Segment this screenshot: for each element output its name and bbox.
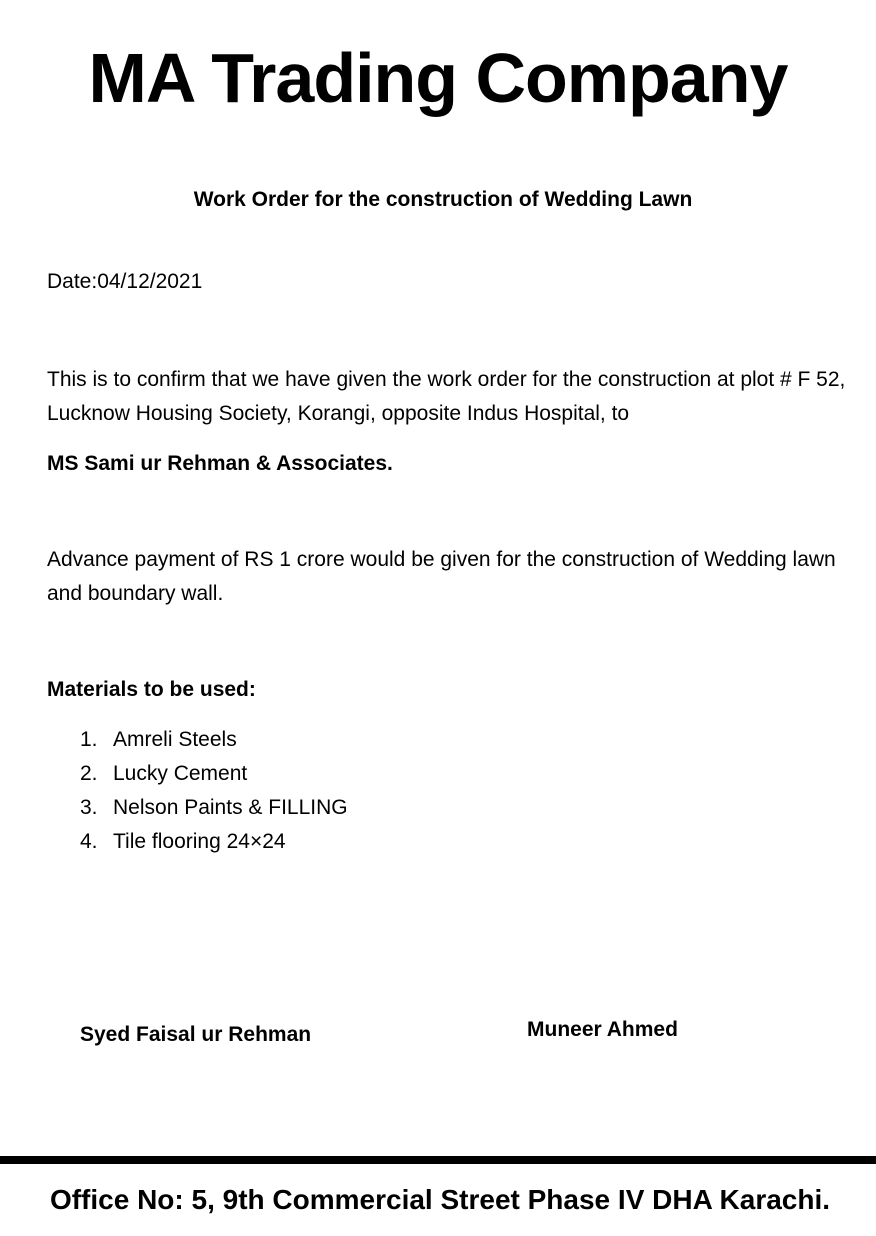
- confirmation-paragraph: This is to confirm that we have given the work order for the construction at plot # F 52, Lucknow Housing Society, Korangi, opposite Indus Hospital, to: [47, 368, 846, 425]
- list-item-number: 1.: [80, 728, 98, 751]
- list-item: [80, 723, 348, 757]
- document-title: Work Order for the construction of Wedding Lawn: [193, 188, 693, 211]
- list-item-number: 3.: [80, 796, 98, 819]
- materials-list: [80, 723, 348, 859]
- list-item: [80, 791, 348, 825]
- materials-heading: Materials to be used:: [47, 678, 256, 701]
- advance-payment-paragraph: Advance payment of RS 1 crore would be given for the construction of Wedding lawn and boundary wall.: [47, 548, 836, 605]
- company-name: MA Trading Company: [88, 39, 788, 117]
- signatory-left: Syed Faisal ur Rehman: [80, 1023, 312, 1046]
- list-item-label: Nelson Paints & FILLING: [113, 796, 348, 819]
- list-item: [80, 757, 348, 791]
- office-address: Office No: 5, 9th Commercial Street Phase IV DHA Karachi.: [49, 1184, 831, 1215]
- list-item-label: Amreli Steels: [113, 728, 237, 751]
- list-item-label: Lucky Cement: [113, 762, 248, 785]
- list-item: [80, 825, 348, 859]
- list-item-number: 2.: [80, 762, 98, 785]
- list-item-number: 4.: [80, 830, 98, 853]
- signatory-right: Muneer Ahmed: [527, 1018, 678, 1041]
- contractor-name: MS Sami ur Rehman & Associates.: [47, 452, 393, 475]
- footer-divider: [0, 1156, 876, 1164]
- document-date: Date:04/12/2021: [47, 270, 203, 293]
- list-item-label: Tile flooring 24×24: [113, 830, 286, 853]
